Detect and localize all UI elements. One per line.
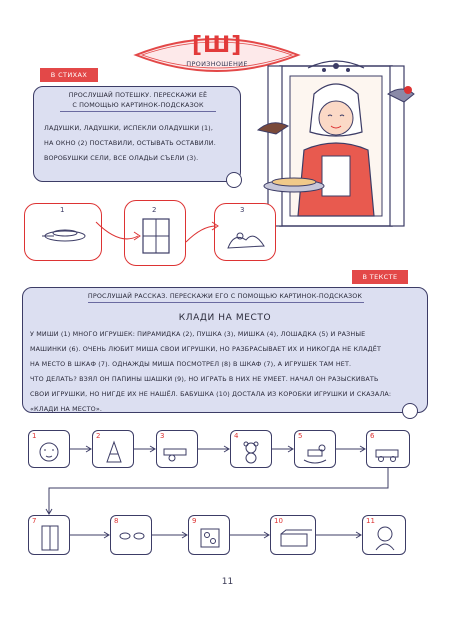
story-line-4: ЧТО ДЕЛАТЬ? ВЗЯЛ ОН ПАПИНЫ ШАШКИ (9), НО ИГРАТЬ В НИХ НЕ УМЕЕТ. НАЧАЛ ОН РАЗЫСКИВАТЬ [30,375,379,383]
story-line-3: НА МЕСТО В ШКАФ (7). ОДНАЖДЫ МИША ПОСМОТРЕЛ (8) В ШКАФ (7), А ИГРУШЕК ТАМ НЕТ. [30,360,352,368]
header-letter: [Ш] [192,33,243,58]
story-picture-number-9: 9 [192,517,197,525]
story-picture-number-8: 8 [114,517,119,525]
poem-line-2: НА ОКНО (2) ПОСТАВИЛИ, ОСТЫВАТЬ ОСТАВИЛИ. [44,139,216,147]
story-picture-number-10: 10 [274,517,283,525]
story-picture-number-4: 4 [234,432,239,440]
story-line-1: У МИШИ (1) МНОГО ИГРУШЕК: ПИРАМИДКА (2), ПУШКА (3), МИШКА (4), ЛОШАДКА (5) И РАЗНЫЕ [30,330,366,338]
story-title: КЛАДИ НА МЕСТО [178,313,272,323]
poem-instruction-1: ПРОСЛУШАЙ ПОТЕШКУ. ПЕРЕСКАЖИ ЕЁ [68,91,208,99]
story-line-2: МАШИНКИ (6). ОЧЕНЬ ЛЮБИТ МИША СВОИ ИГРУШКИ, НО РАЗБРАСЫВАЕТ ИХ И НИКОГДА НЕ КЛАДЁТ [30,345,382,353]
tag-poem: В СТИХАХ [40,68,98,82]
story-line-6: «КЛАДИ НА МЕСТО». [30,405,103,413]
poem-line-1: ЛАДУШКИ, ЛАДУШКИ, ИСПЕКЛИ ОЛАДУШКИ (1), [44,124,214,132]
poem-picture-number-3: 3 [240,206,245,214]
poem-instruction-2: С ПОМОЩЬЮ КАРТИНОК-ПОДСКАЗОК [72,101,204,109]
page-number: 11 [221,577,234,587]
story-line-5: СВОИ ИГРУШКИ, НО НИГДЕ ИХ НЕ НАШЁЛ. БАБУШКА (10) ДОСТАЛА ИЗ КОРОБКИ ИГРУШКИ И СКАЗАЛА: [30,390,392,398]
poem-picture-number-2: 2 [152,206,157,214]
header-subtitle: ПРОИЗНОШЕНИЕ [186,60,248,68]
tag-story: В ТЕКСТЕ [352,270,408,284]
poem-picture-number-1: 1 [60,206,65,214]
story-picture-number-11: 11 [366,517,375,525]
story-picture-number-5: 5 [298,432,303,440]
story-picture-number-7: 7 [32,517,37,525]
story-instruction: ПРОСЛУШАЙ РАССКАЗ. ПЕРЕСКАЖИ ЕГО С ПОМОЩЬЮ КАРТИНОК-ПОДСКАЗОК [87,292,363,300]
story-picture-number-1: 1 [32,432,37,440]
story-picture-number-3: 3 [160,432,165,440]
story-picture-number-6: 6 [370,432,375,440]
poem-line-3: ВОРОБУШКИ СЕЛИ, ВСЕ ОЛАДЬИ СЪЕЛИ (3). [44,154,199,162]
story-picture-number-2: 2 [96,432,101,440]
